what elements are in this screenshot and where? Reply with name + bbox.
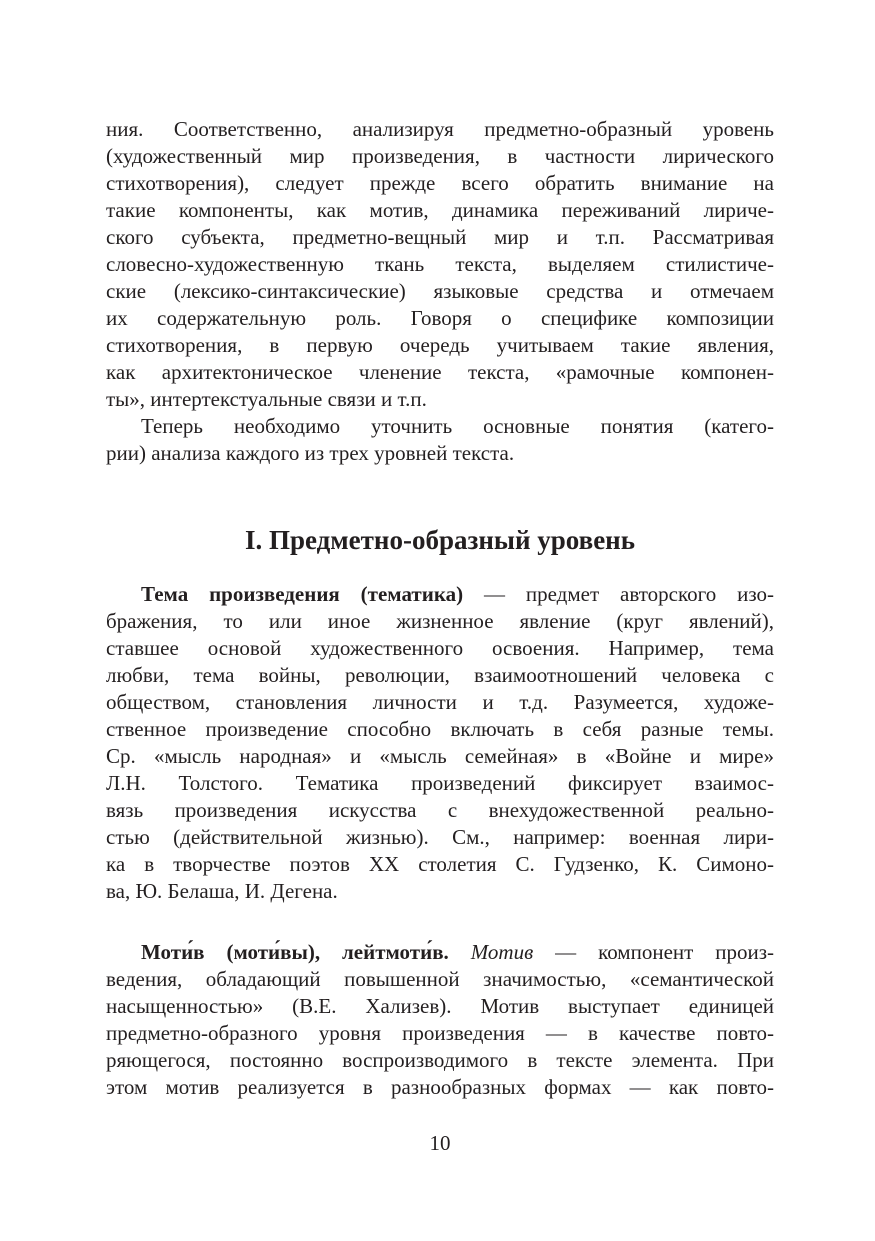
page-number: 10 xyxy=(429,1131,451,1155)
text-line: стью (действительной жизнью). См., например: военная лири- xyxy=(106,825,774,849)
section-heading: I. Предметно-образный уровень xyxy=(244,525,636,555)
text-line: ведения, обладающий повышенной значимостью, «семантической xyxy=(106,967,774,991)
term-definition: — компонент произ- xyxy=(533,940,775,964)
text-line: такие компоненты, как мотив, динамика переживаний лириче- xyxy=(106,198,774,222)
text-line: как архитектоническое членение текста, «рамочные компонен- xyxy=(106,360,774,384)
text-line: (художественный мир произведения, в частности лирического xyxy=(106,144,774,168)
text-line: стихотворения, в первую очередь учитываем такие явления, xyxy=(106,333,774,357)
text-line: Теперь необходимо уточнить основные понятия (катего- xyxy=(141,414,774,438)
text-line: вязь произведения искусства с внехудожественной реально- xyxy=(106,798,774,822)
term-italic: Мотив xyxy=(470,940,534,964)
text-line: ряющегося, постоянно воспроизводимого в тексте элемента. При xyxy=(106,1048,774,1072)
term-title: Тема произведения (тематика) xyxy=(141,582,464,606)
text-line: любви, тема войны, революции, взаимоотношений человека с xyxy=(106,663,774,687)
text-line: стихотворения), следует прежде всего обратить внимание на xyxy=(106,171,774,195)
text-line: ственное произведение способно включать в себя разные темы. xyxy=(106,717,774,741)
text-line: ва, Ю. Белаша, И. Дегена. xyxy=(106,879,338,903)
text-line: рии) анализа каждого из трех уровней текста. xyxy=(106,441,515,465)
text-line: насыщенностью» (В.Е. Хализев). Мотив выступает единицей xyxy=(106,994,774,1018)
term-definition: — предмет авторского изо- xyxy=(463,582,774,606)
text-line: ка в творчестве поэтов XX столетия С. Гудзенко, К. Симоно- xyxy=(106,852,774,876)
text-line: обществом, становления личности и т.д. Разумеется, художе- xyxy=(106,690,774,714)
text-line: предметно-образного уровня произведения — в качестве повто- xyxy=(106,1021,774,1045)
text-line: ты», интертекстуальные связи и т.п. xyxy=(106,387,427,411)
text-line: этом мотив реализуется в разнообразных формах — как повто- xyxy=(106,1075,774,1099)
term-line xyxy=(141,939,774,966)
text-line: ставшее основой художественного освоения. Например, тема xyxy=(106,636,774,660)
term-title: Моти́в (моти́вы), лейтмоти́в. xyxy=(141,940,449,964)
text-line: словесно-художественную ткань текста, выделяем стилистиче- xyxy=(106,252,774,276)
text-line: их содержательную роль. Говоря о специфике композиции xyxy=(106,306,774,330)
text-line: бражения, то или иное жизненное явление (круг явлений), xyxy=(106,609,774,633)
text-line: Л.Н. Толстого. Тематика произведений фиксирует взаимос- xyxy=(106,771,774,795)
text-line: ского субъекта, предметно-вещный мир и т.п. Рассматривая xyxy=(106,225,774,249)
term-line xyxy=(141,581,774,608)
text-line: ские (лексико-синтаксические) языковые средства и отмечаем xyxy=(106,279,774,303)
text-line: ния. Соответственно, анализируя предметно-образный уровень xyxy=(106,117,774,141)
text-line: Ср. «мысль народная» и «мысль семейная» в «Войне и мире» xyxy=(106,744,774,768)
